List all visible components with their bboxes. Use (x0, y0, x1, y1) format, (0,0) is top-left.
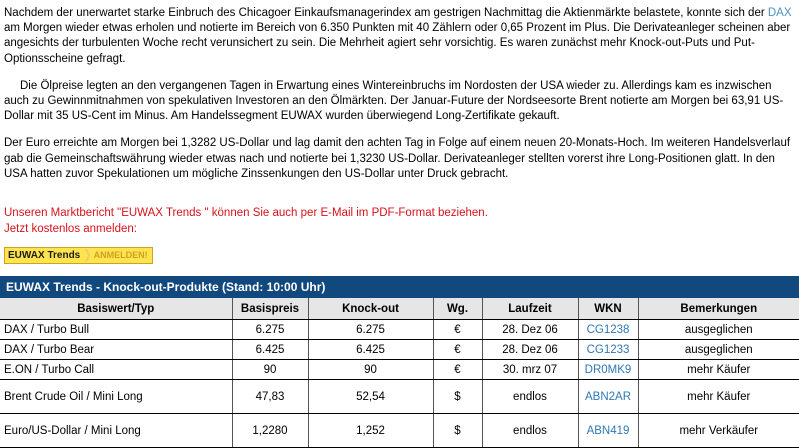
wkn-link[interactable]: ABN419 (586, 424, 630, 437)
paragraph-text: Der Euro erreichte am Morgen bei 1,3282 US-Dollar und lag damit den achten Tag in Folge auf einem neuen 20-Monats-Hoch. Im weiteren Handelsverlauf gab die Gemeinschaftswährung wieder etwas nach und notierte bei 1,3230 US-Dollar. Derivateanleger stellten vorerst ihre Long-Positionen glatt. In den USA hatten zuvor Spekulationen um mögliche Zinssenkungen den US-Dollar unter Druck gebracht. (4, 137, 791, 180)
promo-block (0, 206, 799, 237)
cell-bemerkungen: mehr Käufer (638, 360, 799, 380)
column-header-bemerkungen: Bemerkungen (638, 298, 799, 320)
cell-wg: € (433, 360, 482, 380)
cell-wkn (578, 340, 638, 360)
euwax-button-label: EUWAX Trends (8, 250, 81, 262)
wkn-link[interactable]: CG1233 (586, 343, 630, 356)
cell-wkn (578, 320, 638, 340)
cell-laufzeit: 28. Dez 06 (482, 340, 578, 360)
cell-basispreis: 47,83 (232, 380, 308, 414)
cell-basispreis: 1,2280 (232, 414, 308, 448)
cell-wkn (578, 360, 638, 380)
article-paragraph (4, 6, 793, 67)
cell-wkn (578, 414, 638, 448)
euwax-trends-signup-button[interactable] (4, 247, 153, 264)
chevron-right-icon: ❯ (83, 248, 92, 263)
column-header-basispreis: Basispreis (232, 298, 308, 320)
cell-knockout: 6.425 (308, 340, 433, 360)
column-header-wkn: WKN (578, 298, 638, 320)
promo-line-1: Unseren Marktbericht "EUWAX Trends " können Sie auch per E-Mail im PDF-Format beziehen. (4, 207, 488, 220)
cell-wg: € (433, 320, 482, 340)
column-header-knockout: Knock-out (308, 298, 433, 320)
cell-laufzeit: 30. mrz 07 (482, 360, 578, 380)
cell-knockout: 1,252 (308, 414, 433, 448)
cell-wkn (578, 380, 638, 414)
wkn-link[interactable]: DR0MK9 (584, 363, 632, 376)
paragraph-text: Die Ölpreise legten an den vergangenen Tagen in Erwartung eines Wintereinbruchs im Nordosten der USA wieder zu. Allerdings kam es inzwischen auch zu Gewinnmitnahmen von spekulativen Investoren an den Ölmärkten. Der Januar-Future der Nordseesorte Brent notierte am Morgen bei 63,91 US-Dollar mit 35 US-Cent im Minus. Am Handelssegment EUWAX wurden überwiegend Long-Zertifikate gekauft. (4, 79, 784, 123)
article-body (0, 0, 799, 182)
wkn-link[interactable]: CG1238 (586, 323, 630, 336)
cell-basispreis: 6.275 (232, 320, 308, 340)
table-row (0, 360, 799, 380)
column-header-basiswert: Basiswert/Typ (0, 298, 232, 320)
table-title: EUWAX Trends - Knock-out-Produkte (Stand: 10:00 Uhr) (0, 276, 799, 298)
cell-knockout: 90 (308, 360, 433, 380)
table-body (0, 320, 799, 448)
cell-basiswert: DAX / Turbo Bull (0, 320, 232, 340)
paragraph-list (4, 6, 793, 182)
cell-knockout: 6.275 (308, 320, 433, 340)
table-header-row (0, 298, 799, 320)
article-paragraph (4, 79, 793, 125)
knockout-products-table (0, 298, 799, 448)
cell-basispreis: 90 (232, 360, 308, 380)
cell-basiswert: DAX / Turbo Bear (0, 340, 232, 360)
cell-basiswert: Euro/US-Dollar / Mini Long (0, 414, 232, 448)
column-header-laufzeit: Laufzeit (482, 298, 578, 320)
cell-laufzeit: endlos (482, 380, 578, 414)
euwax-button-cta: ANMELDEN! (93, 250, 148, 261)
cell-laufzeit: 28. Dez 06 (482, 320, 578, 340)
column-header-wg: Wg. (433, 298, 482, 320)
cell-wg: € (433, 340, 482, 360)
promo-signup-link[interactable]: Jetzt kostenlos anmelden: (4, 222, 137, 235)
cell-knockout: 52,54 (308, 380, 433, 414)
cell-laufzeit: endlos (482, 414, 578, 448)
cell-wg: $ (433, 380, 482, 414)
knockout-products-table-block (0, 276, 799, 448)
cell-bemerkungen: mehr Verkäufer (638, 414, 799, 448)
cell-wg: $ (433, 414, 482, 448)
cell-bemerkungen: ausgeglichen (638, 320, 799, 340)
table-row (0, 414, 799, 448)
cell-bemerkungen: mehr Käufer (638, 380, 799, 414)
table-row (0, 340, 799, 360)
cell-bemerkungen: ausgeglichen (638, 340, 799, 360)
table-row (0, 320, 799, 340)
cell-basiswert: E.ON / Turbo Call (0, 360, 232, 380)
wkn-link[interactable]: ABN2AR (584, 390, 632, 403)
table-row (0, 380, 799, 414)
inline-link-dax[interactable]: DAX (767, 7, 792, 19)
paragraph-text: Nachdem der unerwartet starke Einbruch des Chicagoer Einkaufsmanagerindex am gestrigen Nachmittag die Aktienmärkte belastete, konnte sich der (4, 7, 768, 19)
cell-basiswert: Brent Crude Oil / Mini Long (0, 380, 232, 414)
cell-basispreis: 6.425 (232, 340, 308, 360)
paragraph-text: am Morgen wieder etwas erholen und notierte im Bereich von 6.350 Punkten mit 40 Zählern oder 0,65 Prozent im Plus. Die Derivateanleger scheinen aber angesichts der turbulenten Woche recht verunsichert zu sein. Die Mehrheit agiert sehr vorsichtig. Es waren zunächst mehr Knock-out-Puts und Put-Optionsscheine gefragt. (4, 22, 791, 65)
article-paragraph (4, 136, 793, 182)
